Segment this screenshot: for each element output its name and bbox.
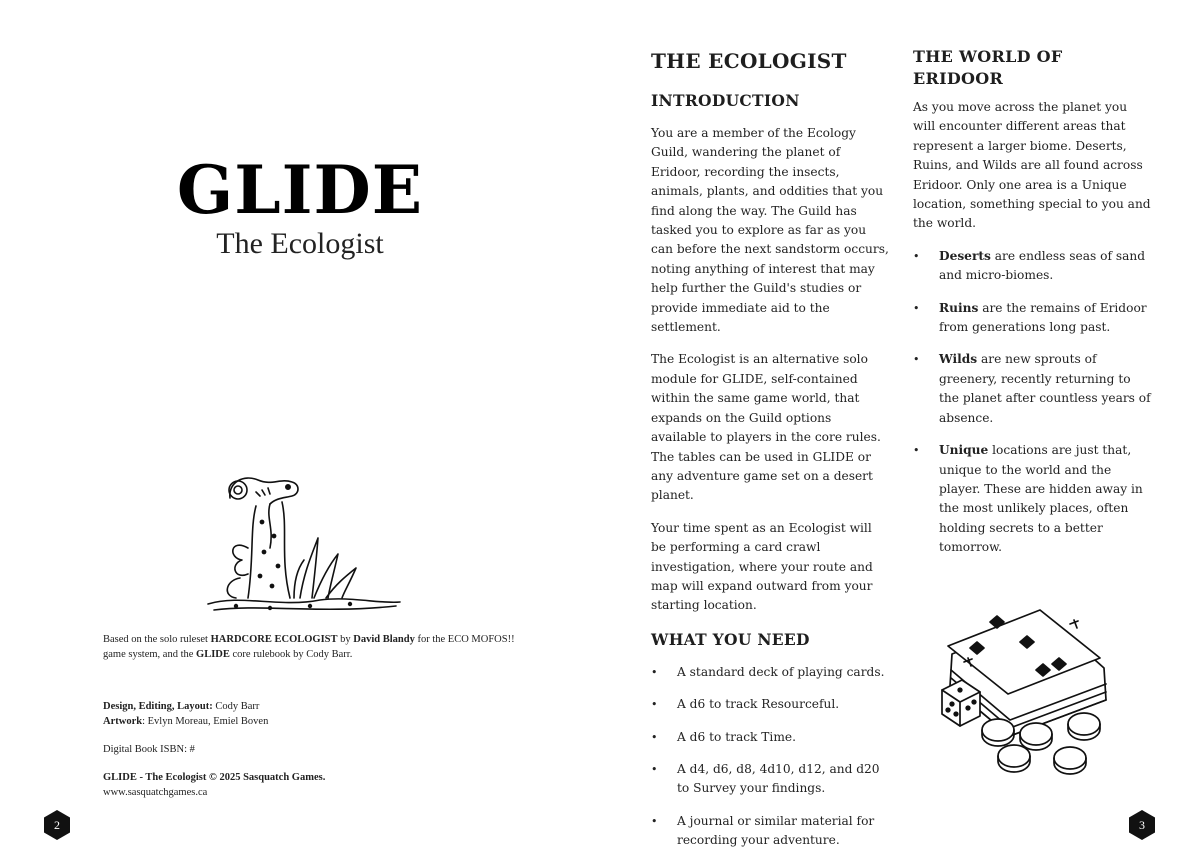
bullet-icon: •	[913, 353, 920, 367]
cards-and-dice-icon	[936, 596, 1116, 782]
list-item	[651, 760, 889, 799]
based-on-suffix: core rulebook by Cody Barr.	[229, 649, 353, 660]
list-item	[651, 663, 889, 682]
bullet-icon: •	[651, 665, 658, 679]
glide-logo: GLIDE	[176, 151, 424, 229]
artwork-value: : Evlyn Moreau, Emiel Boven	[142, 716, 269, 727]
what-you-need-list	[651, 663, 889, 851]
intro-paragraph-2: The Ecologist is an alternative solo module for GLIDE, self-contained within the same game world, that expands on the Guild options available to players in the core rules. The tables can be used in GLIDE or any adventure game set on a desert planet.	[651, 352, 881, 503]
list-item	[913, 247, 1153, 286]
biome-term: Wilds	[939, 352, 978, 367]
design-credit	[103, 699, 523, 714]
biome-description: are the remains of Eridoor from generations long past.	[939, 300, 1147, 335]
bullet-icon: •	[651, 698, 658, 712]
biome-list	[913, 247, 1153, 558]
biome-term: Unique	[939, 443, 989, 458]
introduction-heading: INTRODUCTION	[651, 91, 800, 110]
copyright-text: GLIDE - The Ecologist © 2025 Sasquatch Games.	[103, 772, 326, 783]
credits-block	[103, 632, 523, 800]
list-item	[913, 299, 1153, 338]
artwork-credit	[103, 714, 523, 729]
design-label: Design, Editing, Layout:	[103, 701, 213, 712]
artwork-label: Artwork	[103, 716, 143, 727]
ruleset-name: HARDCORE ECOLOGIST	[210, 634, 338, 645]
copyright-line	[103, 770, 523, 785]
based-on-by: by	[337, 634, 354, 645]
right-page-column-left	[651, 46, 889, 851]
bullet-icon: •	[651, 730, 658, 744]
biome-description: are endless seas of sand and micro-biomes.	[939, 248, 1146, 283]
intro-paragraph-1: You are a member of the Ecology Guild, wandering the planet of Eridoor, recording the insects, animals, plants, and oddities that you find along the way. The Guild has tasked you to explore as far as you can before the next sandstorm occurs, noting anything of interest that may help further the Guild's studies or provide immediate aid to the settlement.	[651, 126, 889, 335]
website-link[interactable]: www.sasquatchgames.ca	[103, 787, 208, 798]
list-item	[913, 350, 1153, 428]
intro-paragraph-3: Your time spent as an Ecologist will be performing a card crawl investigation, where your route and map will expand outward from your starting location.	[651, 520, 873, 613]
list-item	[651, 728, 889, 747]
page-number-right: 3	[1139, 818, 1145, 832]
bullet-icon: •	[913, 249, 920, 263]
list-item-text: A d4, d6, d8, 4d10, d12, and d20 to Survey your findings.	[677, 761, 880, 796]
list-item	[651, 812, 889, 851]
world-heading: THE WORLD OF ERIDOOR	[913, 47, 1063, 88]
list-item-text: A standard deck of playing cards.	[677, 664, 885, 679]
isbn-line: Digital Book ISBN: #	[103, 744, 195, 755]
bullet-icon: •	[913, 301, 920, 315]
list-item	[913, 441, 1153, 557]
book-subtitle: The Ecologist	[216, 227, 384, 260]
bullet-icon: •	[651, 814, 658, 828]
list-item-text: A journal or similar material for recording your adventure.	[677, 813, 875, 848]
world-intro-paragraph: As you move across the planet you will encounter different areas that represent a larger biome. Deserts, Ruins, and Wilds are all found across Eridoor. Only one area is a Unique location, something special to you and the world.	[913, 100, 1151, 231]
page-number-badge-right	[1128, 809, 1156, 841]
bullet-icon: •	[913, 444, 920, 458]
lizard-on-stump-icon	[200, 468, 410, 618]
ruleset-author: David Blandy	[353, 634, 415, 645]
page-title: THE ECOLOGIST	[651, 49, 847, 73]
core-rulebook-name: GLIDE	[196, 649, 230, 660]
based-on-middle: for the ECO MOFOS!! game system, and the	[103, 634, 515, 660]
list-item	[651, 695, 889, 714]
page-number-left: 2	[54, 818, 60, 832]
right-page	[600, 0, 1200, 851]
right-page-column-right	[913, 46, 1153, 571]
list-item-text: A d6 to track Time.	[677, 729, 796, 744]
what-you-need-heading: WHAT YOU NEED	[651, 629, 810, 649]
biome-term: Ruins	[939, 300, 979, 315]
design-value: Cody Barr	[212, 701, 260, 712]
biome-term: Deserts	[939, 248, 991, 263]
based-on-prefix: Based on the solo ruleset	[103, 634, 211, 645]
bullet-icon: •	[651, 762, 658, 776]
page-number-badge-left	[43, 809, 71, 841]
biome-description: locations are just that, unique to the world and the player. These are hidden away in the most unlikely places, often holding secrets to a better tomorrow.	[939, 443, 1143, 555]
based-on-note	[103, 632, 523, 662]
biome-description: are new sprouts of greenery, recently returning to the planet after countless years of absence.	[939, 352, 1151, 425]
list-item-text: A d6 to track Resourceful.	[677, 697, 840, 712]
